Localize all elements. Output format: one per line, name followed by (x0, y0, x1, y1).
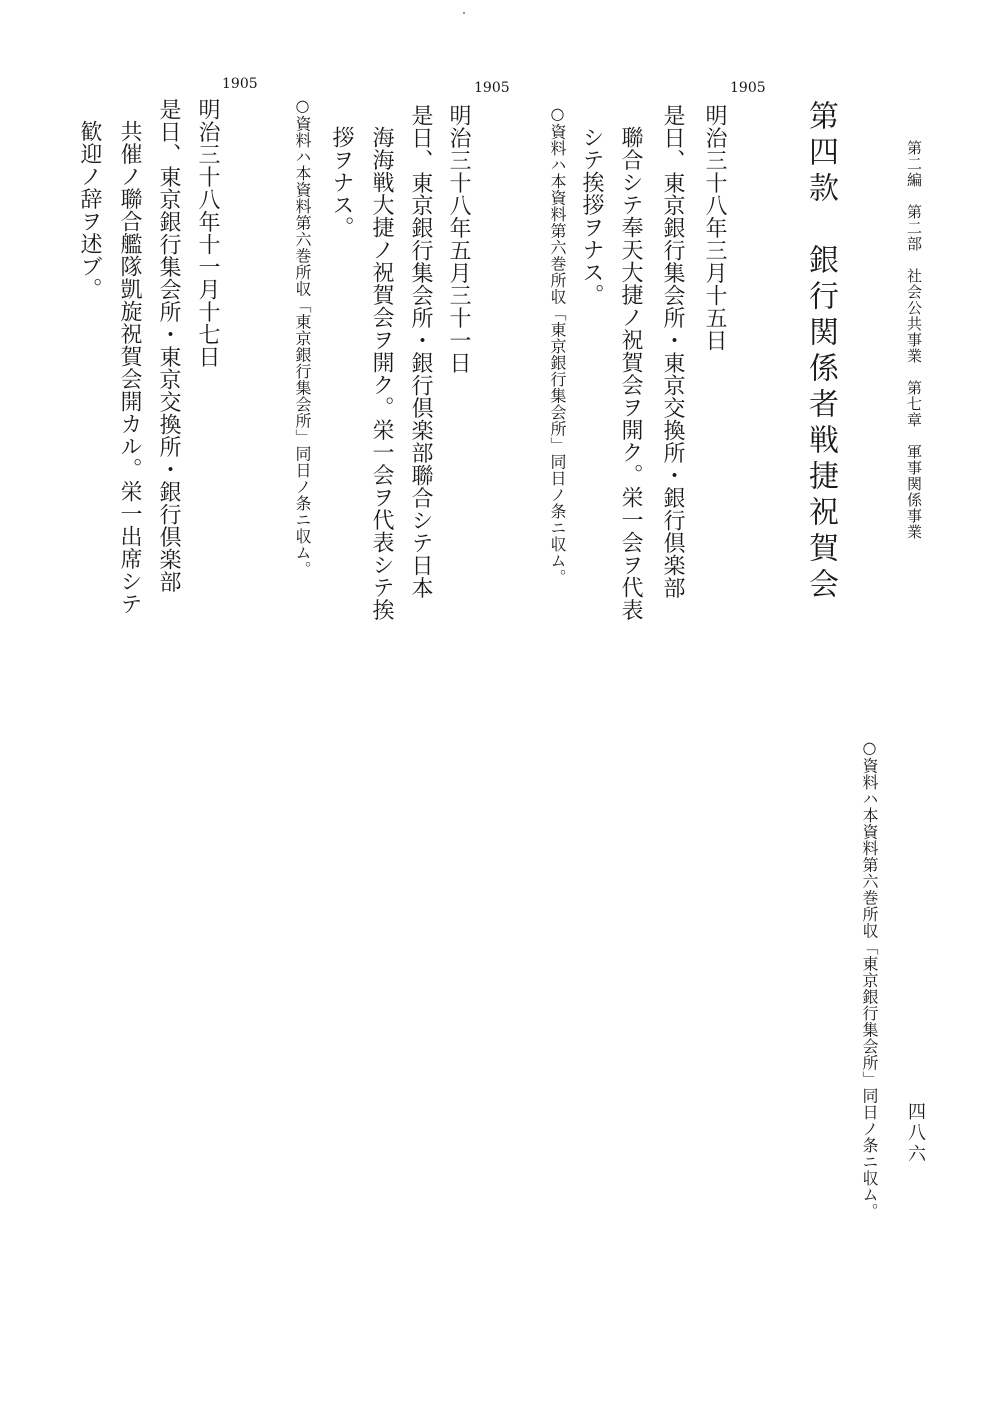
entry-2-body-line-2: 海海戦大捷ノ祝賀会ヲ開ク。栄一会ヲ代表シテ挨 (369, 126, 394, 621)
scan-speck (463, 12, 465, 14)
entry-2-date: 明治三十八年五月三十一日 (446, 104, 471, 374)
entry-2-source-note: ○資料ハ本資料第六巻所収「東京銀行集会所」同日ノ条ニ収ム。 (293, 96, 312, 578)
entry-2-body-line-1: 是日、東京銀行集会所・銀行倶楽部聯合シテ日本 (408, 104, 433, 599)
entry-1-body-line-2: 聯合シテ奉天大捷ノ祝賀会ヲ開ク。栄一会ヲ代表 (618, 126, 643, 621)
entry-3-body-line-1: 是日、東京銀行集会所・東京交換所・銀行倶楽部 (156, 98, 181, 593)
entry-2-body-line-3: 拶ヲナス。 (329, 126, 354, 239)
margin-source-note: ○資料ハ本資料第六巻所収「東京銀行集会所」同日ノ条ニ収ム。 (860, 738, 879, 1220)
entry-3-body-line-2: 共催ノ聯合艦隊凱旋祝賀会開カル。栄一出席シテ (117, 120, 142, 615)
section-title: 第四款 銀行関係者戦捷祝賀会 (803, 100, 838, 604)
entry-3-date: 明治三十八年十一月十七日 (195, 98, 220, 368)
entry-1-date: 明治三十八年三月十五日 (702, 104, 727, 352)
entry-1-source-note: ○資料ハ本資料第六巻所収「東京銀行集会所」同日ノ条ニ収ム。 (548, 104, 567, 586)
entry-3-body-line-3: 歓迎ノ辞ヲ述ブ。 (77, 120, 102, 300)
entry-1-body-line-1: 是日、東京銀行集会所・東京交換所・銀行倶楽部 (660, 104, 685, 599)
entry-2-year: 1905 (474, 80, 510, 96)
page-number: 四八六 (905, 1102, 926, 1165)
entry-1-body-line-3: シテ挨拶ヲナス。 (579, 126, 604, 306)
entry-1-year: 1905 (730, 80, 766, 96)
running-header: 第二編 第二部 社会公共事業 第七章 軍事関係事業 (905, 140, 923, 540)
entry-3-year: 1905 (222, 76, 258, 92)
